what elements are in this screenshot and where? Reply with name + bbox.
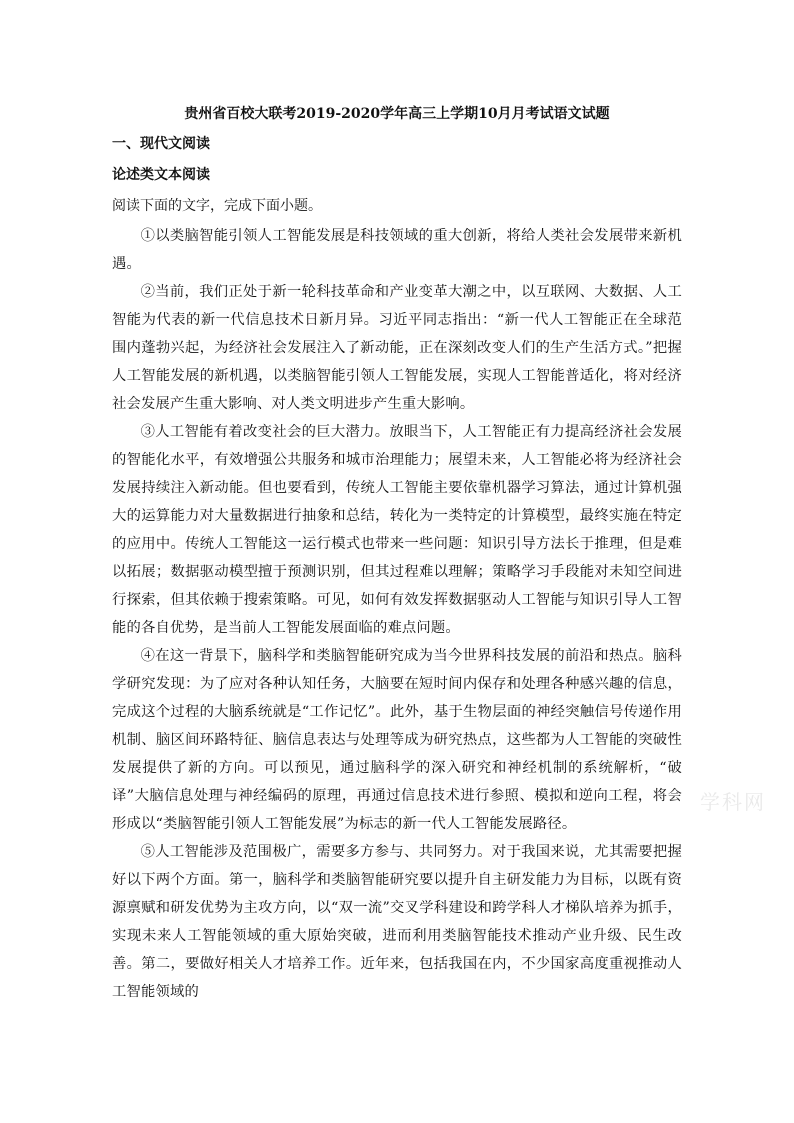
section-heading: 一、现代文阅读 — [112, 136, 210, 152]
paragraph-4: ④在这一背景下，脑科学和类脑智能研究成为当今世界科技发展的前沿和热点。脑科学研究发现：为了应对各种认知任务，大脑要在短时间内保存和处理各种感兴趣的信息，完成这个过程的大脑系统就是“工作记忆”。此外，基于生物层面的神经突触信号传递作用机制、脑区间环路特征、脑信息表达与处理等成为研究热点，这些都为人工智能的突破性发展提供了新的方向。可以预见，通过脑科学的深入研究和神经机制的系统解析，“破译”大脑信息处理与神经编码的原理，再通过信息技术进行参照、模拟和逆向工程，将会形成以“类脑智能引领人工智能发展”为标志的新一代人工智能发展路径。 — [112, 648, 682, 832]
paragraph-5: ⑤人工智能涉及范围极广，需要多方参与、共同努力。对于我国来说，尤其需要把握好以下两个方面。第一，脑科学和类脑智能研究要以提升自主研发能力为目标，以既有资源禀赋和研发优势为主攻方向，以“双一流”交叉学科建设和跨学科人才梯队培养为抓手，实现未来人工智能领域的重大原始突破，进而利用类脑智能技术推动产业升级、民生改善。第二，要做好相关人才培养工作。近年来，包括我国在内，不少国家高度重视推动人工智能领域的 — [112, 844, 682, 1000]
page-title: 贵州省百校大联考2019-2020学年高三上学期10月月考试语文试题 — [184, 106, 610, 122]
paragraph-3: ③人工智能有着改变社会的巨大潜力。放眼当下，人工智能正有力提高经济社会发展的智能化水平，有效增强公共服务和城市治理能力；展望未来，人工智能必将为经济社会发展持续注入新动能。但也要看到，传统人工智能主要依靠机器学习算法，通过计算机强大的运算能力对大量数据进行抽象和总结，转化为一类特定的计算模型，最终实施在特定的应用中。传统人工智能这一运行模式也带来一些问题：知识引导方法长于推理，但是难以拓展；数据驱动模型擅于预测识别，但其过程难以理解；策略学习手段能对未知空间进行探索，但其依赖于搜索策略。可见，如何有效发挥数据驱动人工智能与知识引导人工智能的各自优势，是当前人工智能发展面临的难点问题。 — [112, 424, 682, 636]
article-body — [112, 222, 682, 1006]
watermark: 学科网 — [700, 790, 766, 814]
paragraph-1: ①以类脑智能引领人工智能发展是科技领域的重大创新，将给人类社会发展带来新机遇。 — [112, 228, 682, 272]
paragraph-2: ②当前，我们正处于新一轮科技革命和产业变革大潮之中，以互联网、大数据、人工智能为代表的新一代信息技术日新月异。习近平同志指出：“新一代人工智能正在全球范围内蓬勃兴起，为经济社会发展注入了新动能，正在深刻改变人们的生产生活方式。”把握人工智能发展的新机遇，以类脑智能引领人工智能发展，实现人工智能普适化，将对经济社会发展产生重大影响、对人类文明进步产生重大影响。 — [112, 284, 682, 412]
reading-instruction: 阅读下面的文字，完成下面小题。 — [112, 198, 322, 214]
subsection-heading: 论述类文本阅读 — [112, 167, 210, 183]
